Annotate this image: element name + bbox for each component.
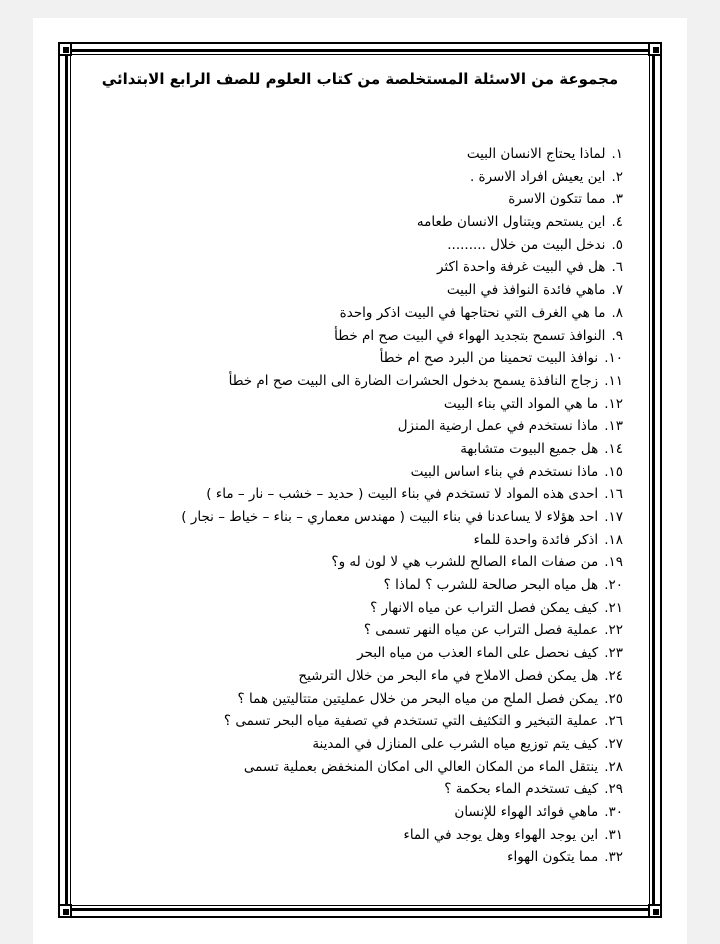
question-item (153, 710, 623, 733)
question-number: ٦. (611, 259, 623, 276)
question-text: كيف تستخدم الماء بحكمة ؟ (444, 781, 599, 798)
question-text: احدى هذه المواد لا تستخدم في بناء البيت ( حديد – خشب – نار – ماء ) (206, 486, 599, 503)
question-text: من صفات الماء الصالح للشرب هي لا لون له و؟ (331, 554, 599, 571)
question-text: يمكن فصل الملح من مياه البحر من خلال عمليتين متتاليتين هما ؟ (237, 690, 599, 707)
question-text: مما يتكون الهواء (507, 849, 599, 866)
question-item (153, 574, 623, 597)
question-item (153, 393, 623, 416)
question-number: ٢٩. (604, 781, 623, 798)
question-item (153, 597, 623, 620)
question-text: اين يستحم ويتناول الانسان طعامه (416, 214, 606, 231)
question-item (153, 279, 623, 302)
question-text: اذكر فائدة واحدة للماء (473, 531, 599, 548)
question-text: ماهي فوائد الهواء للإنسان (454, 803, 599, 820)
question-item (153, 619, 623, 642)
question-item (153, 438, 623, 461)
question-item (153, 665, 623, 688)
question-number: ١٣. (604, 418, 623, 435)
question-number: ٥. (611, 236, 623, 253)
question-item (153, 642, 623, 665)
question-number: ٤. (611, 214, 623, 231)
question-number: ٣٢. (604, 849, 623, 866)
question-number: ١٥. (604, 463, 623, 480)
question-text: كيف يتم توزيع مياه الشرب على المنازل في المدينة (312, 735, 599, 752)
border-corner-bottom-left (58, 904, 72, 918)
question-item (153, 461, 623, 484)
question-number: ٨. (611, 304, 623, 321)
question-number: ١١. (604, 372, 623, 389)
question-number: ١٤. (604, 440, 623, 457)
question-item (153, 846, 623, 869)
question-text: هل مياه البحر صالحة للشرب ؟ لماذا ؟ (383, 577, 599, 594)
question-text: ماهي فائدة النوافذ في البيت (446, 282, 606, 299)
question-text: ما هي المواد التي بناء البيت (443, 395, 599, 412)
question-text: لماذا يحتاج الانسان البيت (466, 146, 606, 162)
question-number: ٢٧. (604, 735, 623, 752)
questions-list (153, 143, 623, 869)
question-item (153, 824, 623, 847)
question-item (153, 302, 623, 325)
question-text: عملية فصل التراب عن مياه النهر تسمى ؟ (363, 622, 599, 639)
question-text: اين يوجد الهواء وهل يوجد في الماء (403, 826, 599, 843)
question-item (153, 211, 623, 234)
question-text: النوافذ تسمح بتجديد الهواء في البيت صح ام خطأ (334, 327, 606, 344)
question-number: ٢٢. (604, 622, 623, 639)
question-item (153, 529, 623, 552)
question-number: ١٢. (604, 395, 623, 412)
question-number: ١٩. (604, 554, 623, 571)
document-title: مجموعة من الاسئلة المستخلصة من كتاب العلوم للصف الرابع الابتدائي (101, 70, 619, 88)
question-number: ٢. (611, 168, 623, 185)
question-number: ٢٠. (604, 577, 623, 594)
question-text: ندخل البيت من خلال ......... (447, 236, 606, 253)
question-number: ٩. (611, 327, 623, 344)
question-item (153, 143, 623, 166)
question-text: كيف يمكن فصل التراب عن مياه الانهار ؟ (370, 599, 599, 616)
border-corner-bottom-right (648, 904, 662, 918)
question-text: كيف نحصل على الماء العذب من مياه البحر (357, 645, 599, 662)
question-text: ماذا نستخدم في بناء اساس البيت (410, 463, 599, 480)
question-item (153, 801, 623, 824)
question-text: هل في البيت غرفة واحدة اكثر (436, 259, 606, 276)
question-number: ٢٨. (604, 758, 623, 775)
question-number: ٣١. (604, 826, 623, 843)
question-item (153, 733, 623, 756)
question-number: ٢٣. (604, 645, 623, 662)
question-number: ٣. (611, 191, 623, 208)
question-text: ماذا نستخدم في عمل ارضية المنزل (397, 418, 599, 435)
question-number: ١٨. (604, 531, 623, 548)
question-item (153, 778, 623, 801)
question-text: ينتقل الماء من المكان العالي الى امكان المنخفض بعملية تسمى (243, 758, 599, 775)
question-item (153, 347, 623, 370)
question-text: ما هي الغرف التي نحتاجها في البيت اذكر واحدة (339, 304, 606, 321)
question-item (153, 483, 623, 506)
question-item (153, 188, 623, 211)
question-number: ٢٦. (604, 713, 623, 730)
question-item (153, 166, 623, 189)
question-number: ٧. (611, 282, 623, 299)
question-item (153, 234, 623, 257)
question-item (153, 415, 623, 438)
question-text: زجاج النافذة يسمح بدخول الحشرات الضارة الى البيت صح ام خطأ (228, 372, 599, 389)
border-corner-top-left (58, 42, 72, 56)
question-text: مما تتكون الاسرة (508, 191, 606, 208)
question-number: ٢١. (604, 599, 623, 616)
question-item (153, 506, 623, 529)
question-number: ١٦. (604, 486, 623, 503)
question-text: عملية التبخير و التكثيف التي تستخدم في تصفية مياه البحر تسمى ؟ (223, 713, 599, 730)
question-item (153, 370, 623, 393)
question-number: ١٠. (604, 350, 623, 367)
question-item (153, 756, 623, 779)
question-number: ٢٥. (604, 690, 623, 707)
question-number: ٣٠. (604, 803, 623, 820)
question-text: اين يعيش افراد الاسرة . (469, 168, 606, 185)
question-item (153, 688, 623, 711)
question-text: احد هؤلاء لا يساعدنا في بناء البيت ( مهندس معماري – بناء – خياط – نجار ) (181, 509, 599, 525)
question-text: هل يمكن فصل الاملاح في ماء البحر من خلال الترشيح (298, 667, 599, 684)
question-text: نوافذ البيت تحمينا من البرد صح ام خطأ (379, 350, 599, 367)
question-number: ٢٤. (604, 667, 623, 684)
question-item (153, 325, 623, 348)
question-item (153, 551, 623, 574)
question-item (153, 256, 623, 279)
question-number: ١٧. (604, 509, 623, 525)
question-text: هل جميع البيوت متشابهة (460, 440, 599, 457)
border-corner-top-right (648, 42, 662, 56)
question-number: ١. (611, 146, 623, 162)
